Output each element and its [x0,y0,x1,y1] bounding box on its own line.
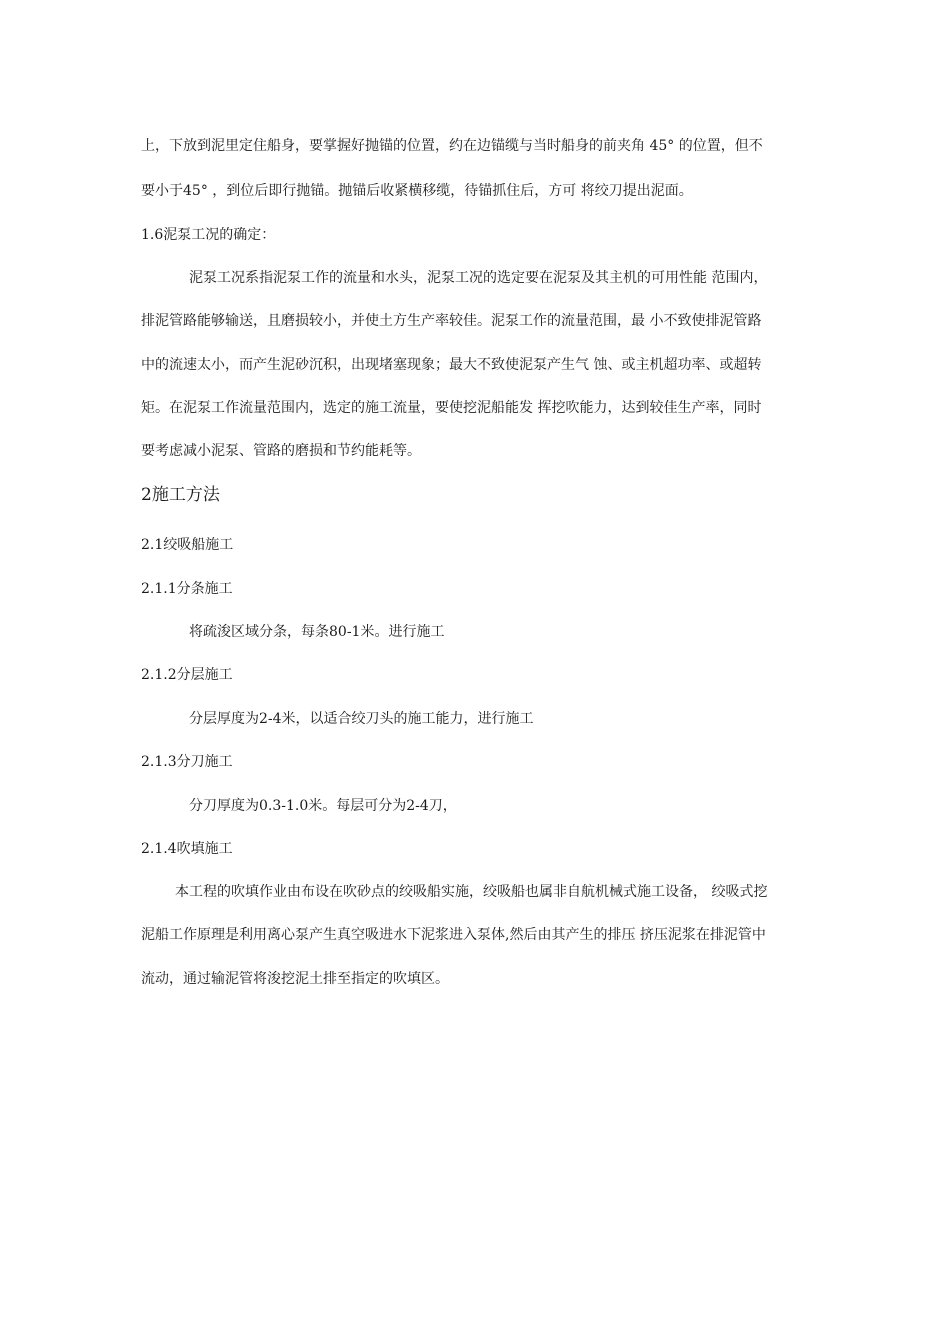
section-heading-2-1-1: 2.1.1分条施工 [141,581,233,597]
paragraph-line: 泥泵工况系指泥泵工作的流量和水头，泥泵工况的选定要在泥泵及其主机的可用性能 范围内， [189,270,768,286]
paragraph-line: 本工程的吹填作业由布设在吹砂点的绞吸船实施，绞吸船也属非自航机械式施工设备， 绞吸式挖 [175,884,768,900]
paragraph-line: 排泥管路能够输送，且磨损较小，并使土方生产率较佳。泥泵工作的流量范围，最 小不致使排泥管路 [141,313,762,329]
paragraph-line: 上，下放到泥里定住船身，要掌握好抛锚的位置，约在边锚缆与当时船身的前夹角 45° 的位置，但不 [141,138,763,154]
paragraph-line: 泥船工作原理是利用离心泵产生真空吸进水下泥浆进入泵体,然后由其产生的排压 挤压泥浆在排泥管中 [141,927,766,943]
section-heading-2-1-2: 2.1.2分层施工 [141,667,233,683]
paragraph-line: 将疏浚区域分条，每条80-1米。进行施工 [189,624,445,640]
section-heading-2-1-3: 2.1.3分刀施工 [141,754,233,770]
section-heading-1-6: 1.6泥泵工况的确定： [141,227,276,243]
paragraph-line: 分刀厚度为0.3-1.0米。每层可分为2-4刀， [189,798,457,814]
section-title-2: 2施工方法 [141,485,220,505]
paragraph-line: 要小于45° ，到位后即行抛锚。抛锚后收紧横移缆，待锚抓住后，方可 将绞刀提出泥面。 [141,183,693,199]
paragraph-line: 中的流速太小，而产生泥砂沉积，出现堵塞现象；最大不致使泥泵产生气 蚀、或主机超功率、或超转 [141,357,762,373]
paragraph-line: 分层厚度为2-4米，以适合绞刀头的施工能力，进行施工 [189,711,534,727]
paragraph-line: 要考虑减小泥泵、管路的磨损和节约能耗等。 [141,443,421,459]
section-heading-2-1-4: 2.1.4吹填施工 [141,841,233,857]
paragraph-line: 流动，通过输泥管将浚挖泥土排至指定的吹填区。 [141,971,449,987]
paragraph-line: 矩。在泥泵工作流量范围内，选定的施工流量，要使挖泥船能发 挥挖吹能力，达到较佳生产率，同时 [141,400,762,416]
section-heading-2-1: 2.1绞吸船施工 [141,537,234,553]
